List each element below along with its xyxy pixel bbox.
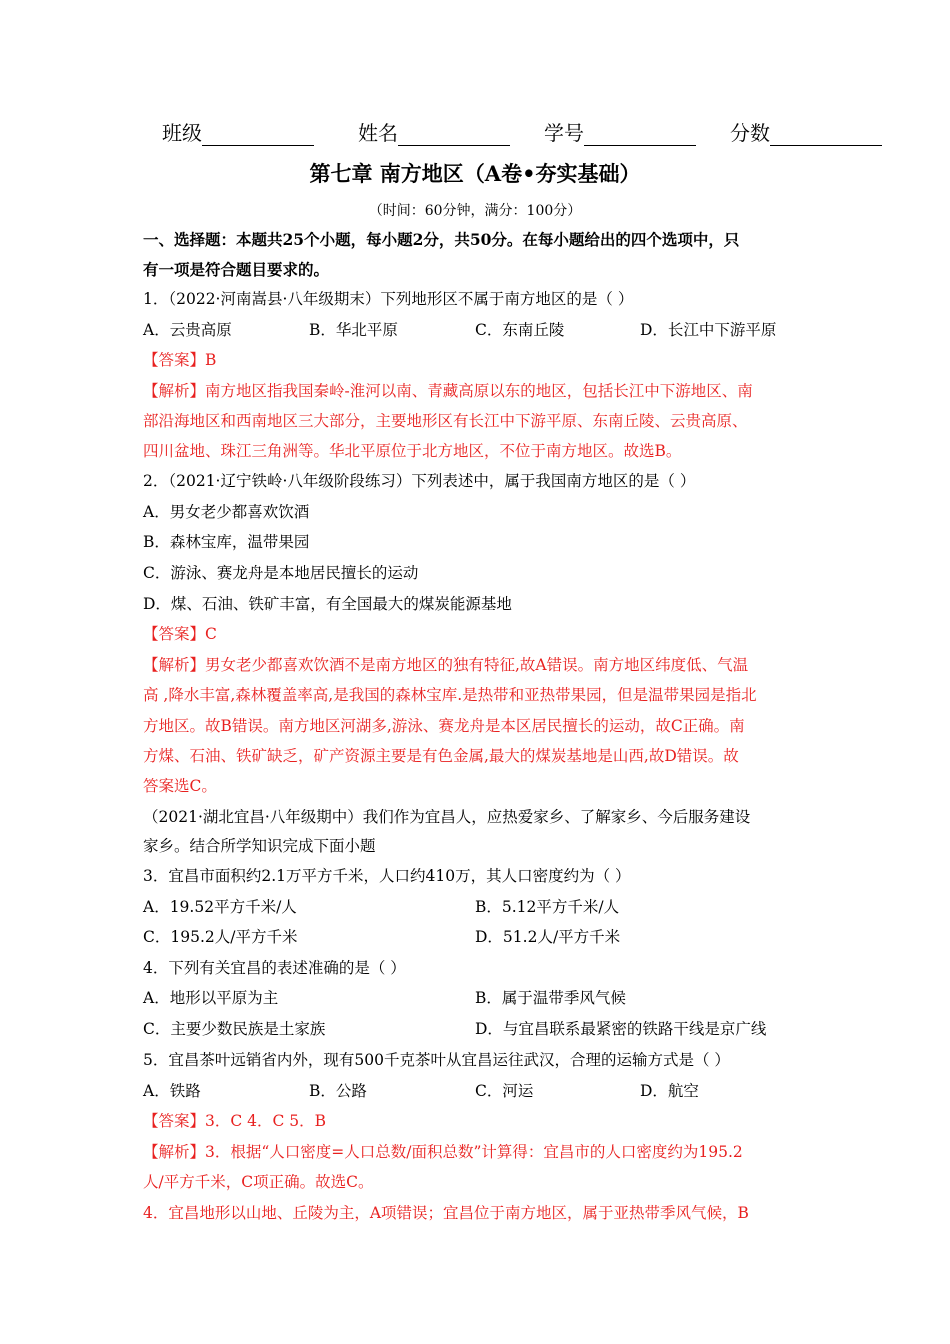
group-intro-line2: 家乡。结合所学知识完成下面小题 — [143, 837, 376, 855]
q3-option-b: B．5.12平方千米/人 — [475, 898, 620, 916]
q3-option-c: C．195.2人/平方千米 — [143, 928, 298, 946]
q5-option-a: A．铁路 — [143, 1082, 201, 1100]
q2-analysis-line5: 答案选C。 — [143, 777, 217, 795]
q2-analysis-line3: 方地区。故B错误。南方地区河湖多,游泳、赛龙舟是本区居民擅长的运动，故C正确。南 — [143, 717, 745, 735]
question-4-stem: 4．下列有关宜昌的表述准确的是（ ） — [143, 959, 406, 977]
q1-option-d: D．长江中下游平原 — [640, 321, 777, 339]
q5-option-c: C．河运 — [475, 1082, 534, 1100]
q3-option-d: D．51.2人/平方千米 — [475, 928, 621, 946]
q2-option-d: D．煤、石油、铁矿丰富，有全国最大的煤炭能源基地 — [143, 595, 512, 613]
q4-option-a: A．地形以平原为主 — [143, 989, 279, 1007]
q1-answer: 【答案】B — [143, 351, 217, 369]
question-1-stem: 1．（2022·河南嵩县·八年级期末）下列地形区不属于南方地区的是（ ） — [143, 290, 634, 308]
q1-analysis-line3: 四川盆地、珠江三角洲等。华北平原位于北方地区，不位于南方地区。故选B。 — [143, 442, 682, 460]
score-field — [730, 117, 882, 146]
student-id-blank[interactable] — [584, 125, 696, 146]
class-field — [162, 117, 314, 146]
student-id-field — [544, 117, 696, 146]
q4-option-b: B．属于温带季风气候 — [475, 989, 626, 1007]
question-2-stem: 2．（2021·辽宁铁岭·八年级阶段练习）下列表述中，属于我国南方地区的是（ ） — [143, 472, 696, 490]
q2-option-a: A．男女老少都喜欢饮酒 — [143, 503, 310, 521]
name-blank[interactable] — [398, 125, 510, 146]
group-answer: 【答案】3．C 4．C 5．B — [143, 1112, 327, 1130]
page-title: 第七章 南方地区（A卷•夯实基础） — [309, 161, 641, 186]
group-intro-line1: （2021·湖北宜昌·八年级期中）我们作为宜昌人，应热爱家乡、了解家乡、今后服务建设 — [143, 808, 751, 826]
q2-analysis-line2: 高 ,降水丰富,森林覆盖率高,是我国的森林宝库.是热带和亚热带果园，但是温带果园是指北 — [143, 686, 757, 704]
student-info-row — [162, 117, 882, 146]
score-label: 分数 — [730, 121, 770, 145]
group-analysis-line3: 4．宜昌地形以山地、丘陵为主，A项错误；宜昌位于南方地区，属于亚热带季风气候，B — [143, 1204, 749, 1222]
page-subtitle: （时间：60分钟，满分：100分） — [368, 203, 582, 219]
class-blank[interactable] — [202, 125, 314, 146]
q2-option-b: B．森林宝库，温带果园 — [143, 533, 310, 551]
class-label: 班级 — [162, 121, 202, 145]
q2-answer: 【答案】C — [143, 625, 217, 643]
q1-analysis-line2: 部沿海地区和西南地区三大部分，主要地形区有长江中下游平原、东南丘陵、云贵高原、 — [143, 412, 748, 430]
name-field — [358, 117, 510, 146]
group-analysis-line2: 人/平方千米，C项正确。故选C。 — [143, 1173, 374, 1191]
section-heading-line1: 一、选择题：本题共25个小题，每小题2分，共50分。在每小题给出的四个选项中，只 — [143, 230, 740, 249]
q1-option-a: A．云贵高原 — [143, 321, 232, 339]
q1-option-c: C．东南丘陵 — [475, 321, 565, 339]
student-id-label: 学号 — [544, 121, 584, 145]
q3-option-a: A．19.52平方千米/人 — [143, 898, 297, 916]
question-3-stem: 3．宜昌市面积约2.1万平方千米，人口约410万，其人口密度约为（ ） — [143, 867, 631, 885]
q5-option-b: B．公路 — [309, 1082, 367, 1100]
q2-option-c: C．游泳、赛龙舟是本地居民擅长的运动 — [143, 564, 419, 582]
q4-option-d: D．与宜昌联系最紧密的铁路干线是京广线 — [475, 1020, 767, 1038]
name-label: 姓名 — [358, 121, 398, 145]
section-heading-line2: 有一项是符合题目要求的。 — [143, 260, 330, 279]
q2-analysis-line4: 方煤、石油、铁矿缺乏，矿产资源主要是有色金属,最大的煤炭基地是山西,故D错误。故 — [143, 747, 739, 765]
q1-option-b: B．华北平原 — [309, 321, 398, 339]
q2-analysis-line1: 【解析】男女老少都喜欢饮酒不是南方地区的独有特征,故A错误。南方地区纬度低、气温 — [143, 656, 749, 674]
q1-analysis-line1: 【解析】南方地区指我国秦岭-淮河以南、青藏高原以东的地区，包括长江中下游地区、南 — [143, 382, 753, 400]
score-blank[interactable] — [770, 125, 882, 146]
q4-option-c: C．主要少数民族是土家族 — [143, 1020, 326, 1038]
group-analysis-line1: 【解析】3．根据“人口密度=人口总数/面积总数”计算得：宜昌市的人口密度约为195.2 — [143, 1143, 743, 1161]
q5-option-d: D．航空 — [640, 1082, 699, 1100]
question-5-stem: 5．宜昌茶叶远销省内外，现有500千克茶叶从宜昌运往武汉，合理的运输方式是（ ） — [143, 1051, 730, 1069]
